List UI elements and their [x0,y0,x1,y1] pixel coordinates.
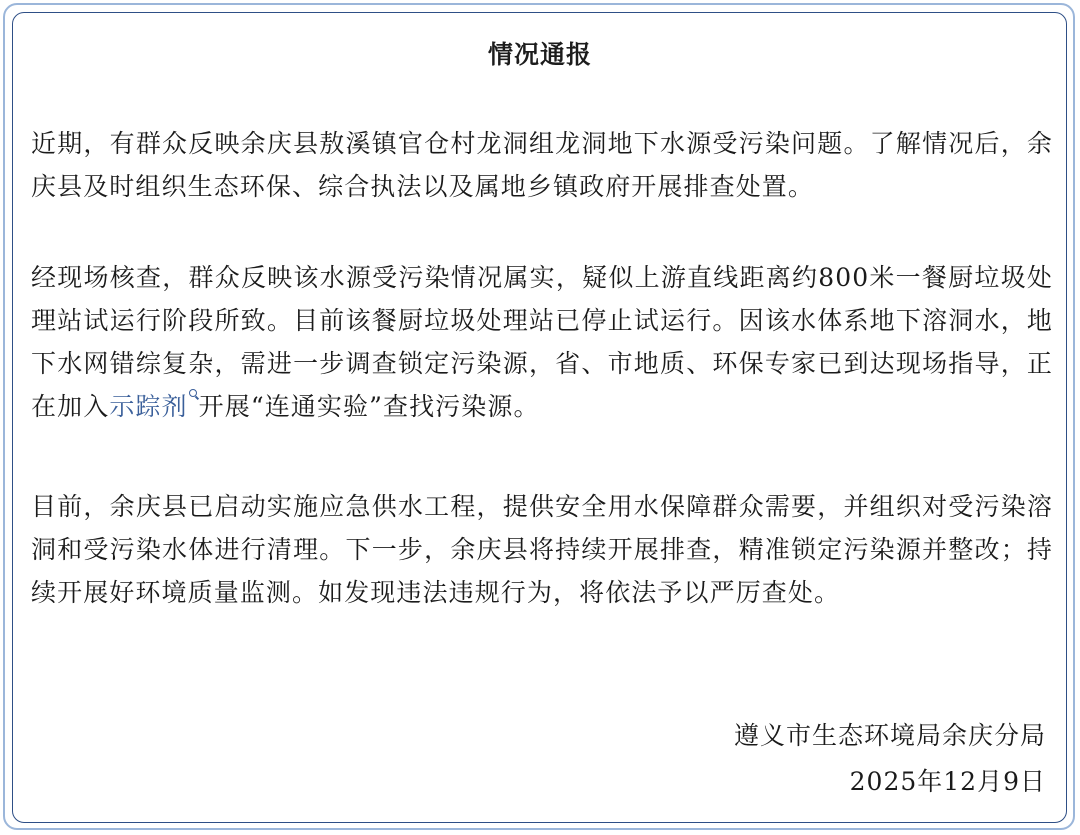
paragraph-2-text-after-link: 开展“连通实验”查找污染源。 [198,392,540,421]
paragraph-2-text-before-link: 经现场核查，群众反映该水源受污染情况属实，疑似上游直线距离约800米一餐厨垃圾处理站试运行阶段所致。目前该餐厨垃圾处理站已停止试运行。因该水体系地下溶洞水，地下水网错综复杂，需进一步调查锁定污染源，省、市地质、环保专家已到达现场指导，正在加入 [31,263,1053,421]
signature-date: 2025年12月9日 [849,767,1046,796]
signature-organization: 遵义市生态环境局余庆分局 [733,721,1046,750]
paragraph-3: 目前，余庆县已启动实施应急供水工程，提供安全用水保障群众需要，并组织对受污染溶洞和受污染水体进行清理。下一步，余庆县将持续开展排查，精准锁定污染源并整改；持续开展好环境质量监测。如发现违法违规行为，将依法予以严厉查处。 [31,492,1053,607]
paragraph-2 [31,256,1053,428]
tracer-link[interactable]: 示踪剂 [109,392,188,421]
notice-title: 情况通报 [487,40,592,69]
paragraph-1: 近期，有群众反映余庆县敖溪镇官仓村龙洞组龙洞地下水源受污染问题。了解情况后，余庆县及时组织生态环保、综合执法以及属地乡镇政府开展排查处置。 [31,129,1053,201]
search-icon[interactable] [189,389,199,401]
